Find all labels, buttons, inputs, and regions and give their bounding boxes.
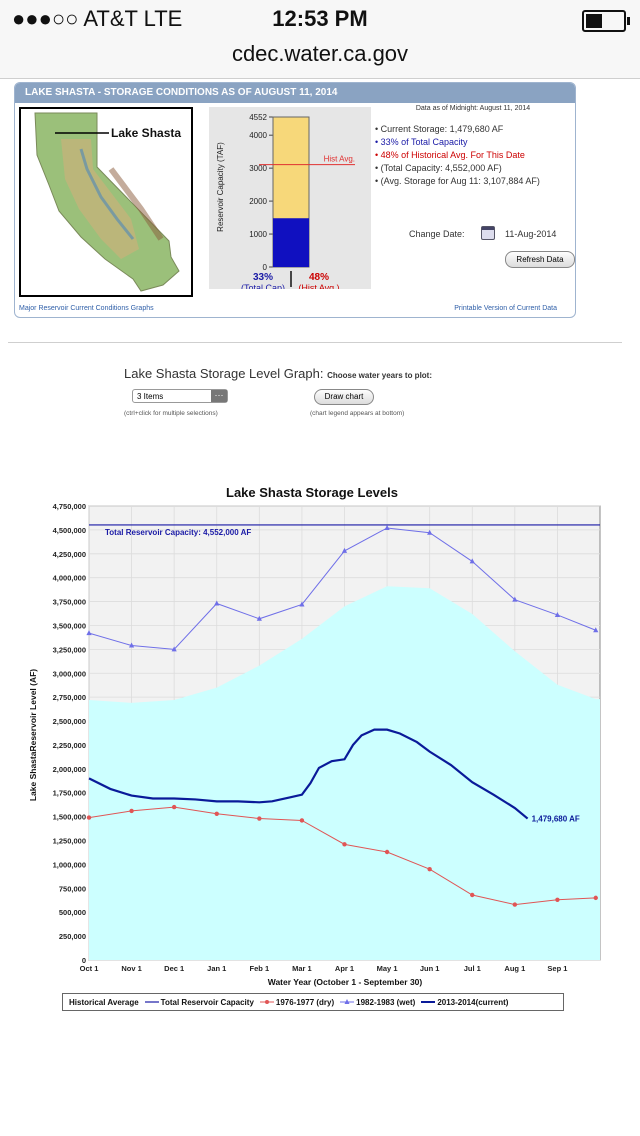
y-tick-label: 0 — [81, 956, 86, 965]
series-dry-1976-1977-point — [87, 815, 91, 819]
series-dry-1976-1977-point — [129, 809, 133, 813]
x-tick-label: May 1 — [376, 964, 398, 973]
series-dry-1976-1977-point — [470, 893, 474, 897]
series-dry-1976-1977-point — [172, 805, 176, 809]
y-tick-label: 3,250,000 — [52, 645, 86, 655]
series-dry-1976-1977-point — [215, 812, 219, 816]
x-tick-label: Jul 1 — [463, 964, 481, 973]
storage-stat-item: • (Avg. Storage for Aug 11: 3,107,884 AF) — [375, 176, 540, 186]
data-as-of: Data as of Midnight: August 11, 2014 — [415, 105, 531, 112]
series-dry-1976-1977-point — [385, 850, 389, 854]
california-map — [19, 107, 193, 297]
storage-stat-item: • (Total Capacity: 4,552,000 AF) — [375, 163, 502, 173]
y-tick-label: 4,250,000 — [52, 549, 86, 559]
y-tick-label: 2,750,000 — [52, 693, 86, 703]
gauge-tick-label: 4552 — [249, 113, 267, 122]
x-tick-label: Feb 1 — [249, 964, 270, 973]
x-tick-label: Nov 1 — [121, 964, 142, 973]
chart-legend — [62, 993, 564, 1011]
carrier-signal: ●●●○○ AT&T LTE — [12, 6, 183, 31]
current-end-label: 1,479,680 AF — [531, 814, 580, 824]
gauge-tick-label: 4000 — [249, 131, 267, 141]
refresh-data-button[interactable]: Refresh Data — [505, 251, 575, 268]
storage-gauge — [209, 107, 371, 289]
x-tick-label: Oct 1 — [79, 964, 99, 973]
storage-info — [375, 105, 571, 264]
chart-x-label: Water Year (October 1 - September 30) — [267, 977, 423, 987]
y-tick-label: 4,500,000 — [52, 525, 86, 535]
x-tick-label: Mar 1 — [292, 964, 312, 973]
gauge-tick-label: 0 — [262, 263, 267, 272]
y-tick-label: 4,750,000 — [52, 502, 86, 511]
draw-chart-button[interactable]: Draw chart — [314, 389, 374, 405]
chart-title: Lake Shasta Storage Levels — [226, 485, 398, 500]
storage-conditions-panel — [14, 82, 576, 318]
storage-chart — [0, 480, 640, 992]
storage-stats-list — [375, 124, 571, 186]
gauge-hist-avg-label: Hist Avg. — [323, 154, 355, 164]
x-tick-label: Jan 1 — [207, 964, 227, 973]
address-bar[interactable] — [0, 40, 640, 79]
legend-item: 2013-2014(current) — [437, 997, 509, 1007]
select-dropdown-icon[interactable]: ··· — [211, 390, 227, 402]
y-tick-label: 2,500,000 — [52, 717, 86, 727]
y-tick-label: 750,000 — [58, 884, 86, 894]
y-tick-label: 2,000,000 — [52, 764, 86, 774]
divider — [8, 342, 622, 343]
series-dry-1976-1977-point — [594, 896, 598, 900]
legend-item: 1982-1983 (wet) — [340, 998, 415, 1007]
storage-stat-item: • Current Storage: 1,479,680 AF — [375, 124, 504, 134]
clock: 12:53 PM — [272, 6, 368, 31]
graph-subtitle-text: Choose water years to plot: — [327, 371, 433, 380]
gauge-current-bar — [273, 218, 309, 267]
calendar-icon[interactable] — [481, 226, 495, 240]
gauge-pct-hist-label: (Hist Avg.) — [298, 283, 340, 289]
graph-title-text: Lake Shasta Storage Level Graph: — [124, 366, 324, 381]
select-value: 3 Items — [137, 392, 164, 401]
series-dry-1976-1977-point — [342, 842, 346, 846]
legend-item: Total Reservoir Capacity — [160, 997, 254, 1007]
legend-item: 1976-1977 (dry) — [260, 998, 334, 1007]
storage-stat-item: • 48% of Historical Avg. For This Date — [375, 150, 525, 160]
x-tick-label: Apr 1 — [334, 964, 355, 973]
gauge-pct-hist: 48% — [308, 272, 330, 283]
draw-hint: (chart legend appears at bottom) — [310, 410, 405, 417]
battery-icon — [582, 10, 626, 32]
x-tick-label: Sep 1 — [547, 964, 568, 973]
y-tick-label: 1,750,000 — [52, 788, 86, 798]
series-dry-1976-1977-point — [513, 902, 517, 906]
y-tick-label: 500,000 — [58, 908, 86, 918]
series-dry-1976-1977-point — [555, 898, 559, 902]
y-tick-label: 1,500,000 — [52, 812, 86, 822]
legend-item: Historical Average — [69, 997, 139, 1007]
major-reservoir-link[interactable]: Major Reservoir Current Conditions Graphs — [19, 305, 154, 312]
change-date-value[interactable]: 11-Aug-2014 — [505, 229, 557, 239]
map-label-lake-shasta: Lake Shasta — [111, 126, 182, 140]
select-hint: (ctrl+click for multiple selections) — [124, 410, 218, 417]
gauge-y-label: Reservoir Capacity (TAF) — [216, 142, 225, 232]
panel-header: LAKE SHASTA - STORAGE CONDITIONS AS OF AUGUST 11, 2014 — [15, 83, 575, 103]
y-tick-label: 250,000 — [58, 932, 86, 942]
status-bar — [0, 0, 640, 40]
gauge-pct-total-label: (Total Cap) — [240, 283, 286, 289]
y-tick-label: 3,000,000 — [52, 669, 86, 679]
x-tick-label: Aug 1 — [504, 964, 526, 973]
storage-stat-item: • 33% of Total Capacity — [375, 137, 468, 147]
series-dry-1976-1977-point — [427, 867, 431, 871]
gauge-tick-label: 3000 — [249, 164, 267, 174]
printable-version-link[interactable]: Printable Version of Current Data — [454, 305, 557, 312]
chart-y-label: Lake ShastaReservoir Level (AF) — [28, 668, 38, 802]
change-date-label: Change Date: — [409, 229, 465, 239]
y-tick-label: 3,750,000 — [52, 597, 86, 607]
series-dry-1976-1977-point — [257, 816, 261, 820]
url-text: cdec.water.ca.gov — [231, 41, 409, 66]
graph-controls-title — [124, 366, 432, 381]
y-tick-label: 1,000,000 — [52, 860, 86, 870]
capacity-label: Total Reservoir Capacity: 4,552,000 AF — [105, 527, 252, 537]
water-years-select[interactable] — [132, 389, 228, 403]
series-dry-1976-1977-point — [300, 818, 304, 822]
gauge-tick-label: 1000 — [249, 230, 267, 240]
x-tick-label: Dec 1 — [164, 964, 185, 973]
gauge-pct-total: 33% — [252, 272, 274, 283]
y-tick-label: 4,000,000 — [52, 573, 86, 583]
gauge-tick-label: 2000 — [249, 197, 267, 207]
y-tick-label: 2,250,000 — [52, 740, 86, 750]
y-tick-label: 3,500,000 — [52, 621, 86, 631]
y-tick-label: 1,250,000 — [52, 836, 86, 846]
x-tick-label: Jun 1 — [419, 964, 440, 973]
